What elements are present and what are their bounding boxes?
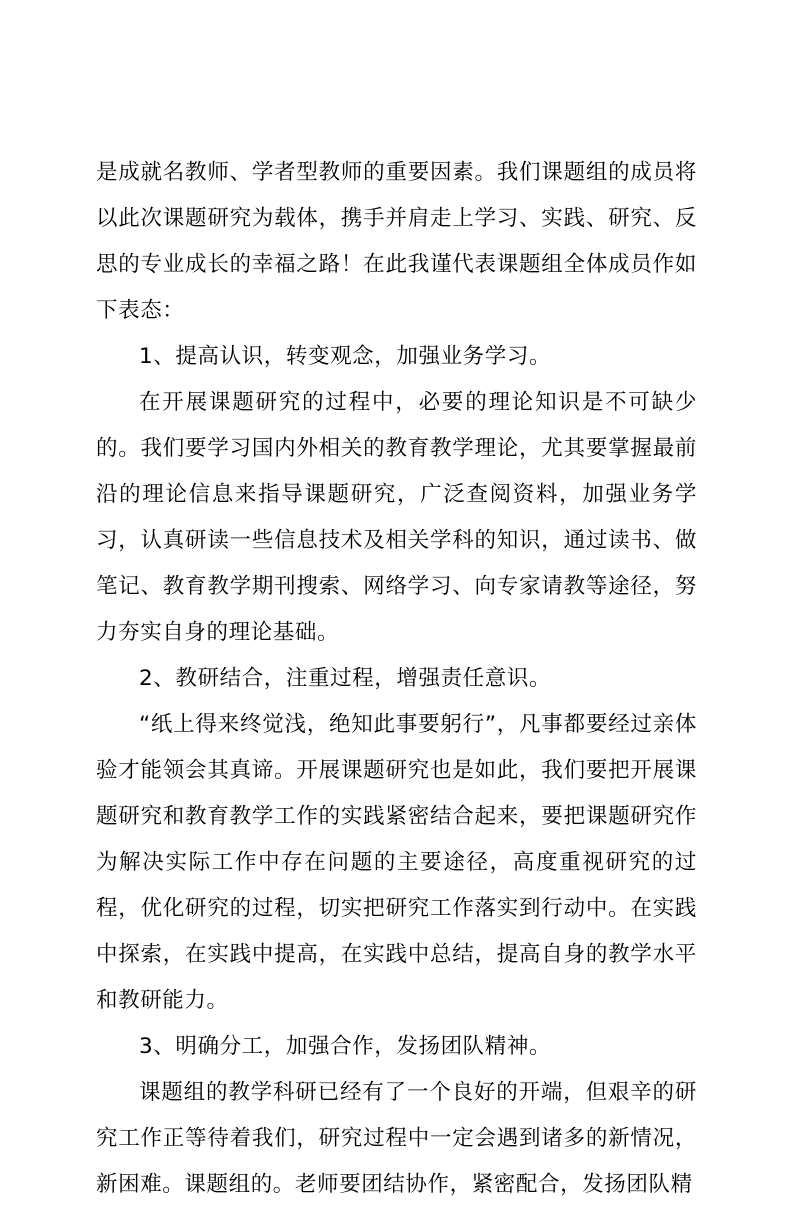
- document-body: [96, 150, 697, 1208]
- paragraph: 2、教研结合，注重过程，增强责任意识。: [139, 666, 552, 691]
- paragraph: 课题组的教学科研已经有了一个良好的开端，但艰辛的研究工作正等待着我们，研究过程中一定会遇到诸多的新情况，新困难。课题组的。老师要团结协作，紧密配合，发扬团队精: [96, 1080, 697, 1197]
- paragraph: 3、明确分工，加强合作，发扬团队精神。: [139, 1034, 552, 1059]
- paragraph: 在开展课题研究的过程中，必要的理论知识是不可缺少的。我们要学习国内外相关的教育教学理论，尤其要掌握最前沿的理论信息来指导课题研究，广泛查阅资料，加强业务学习，认真研读一些信息技术及相关学科的知识，通过读书、做笔记、教育教学期刊搜索、网络学习、向专家请教等途径，努力夯实自身的理论基础。: [96, 390, 697, 645]
- paragraph: 1、提高认识，转变观念，加强业务学习。: [139, 344, 552, 369]
- paragraph: “纸上得来终觉浅，绝知此事要躬行”，凡事都要经过亲体验才能领会其真谛。开展课题研究也是如此，我们要把开展课题研究和教育教学工作的实践紧密结合起来，要把课题研究作为解决实际工作中存在问题的主要途径，高度重视研究的过程，优化研究的过程，切实把研究工作落实到行动中。在实践中探索，在实践中提高，在实践中总结，提高自身的教学水平和教研能力。: [96, 712, 697, 1013]
- paragraph: 是成就名教师、学者型教师的重要因素。我们课题组的成员将以此次课题研究为载体，携手并肩走上学习、实践、研究、反思的专业成长的幸福之路！在此我谨代表课题组全体成员作如下表态：: [96, 160, 697, 323]
